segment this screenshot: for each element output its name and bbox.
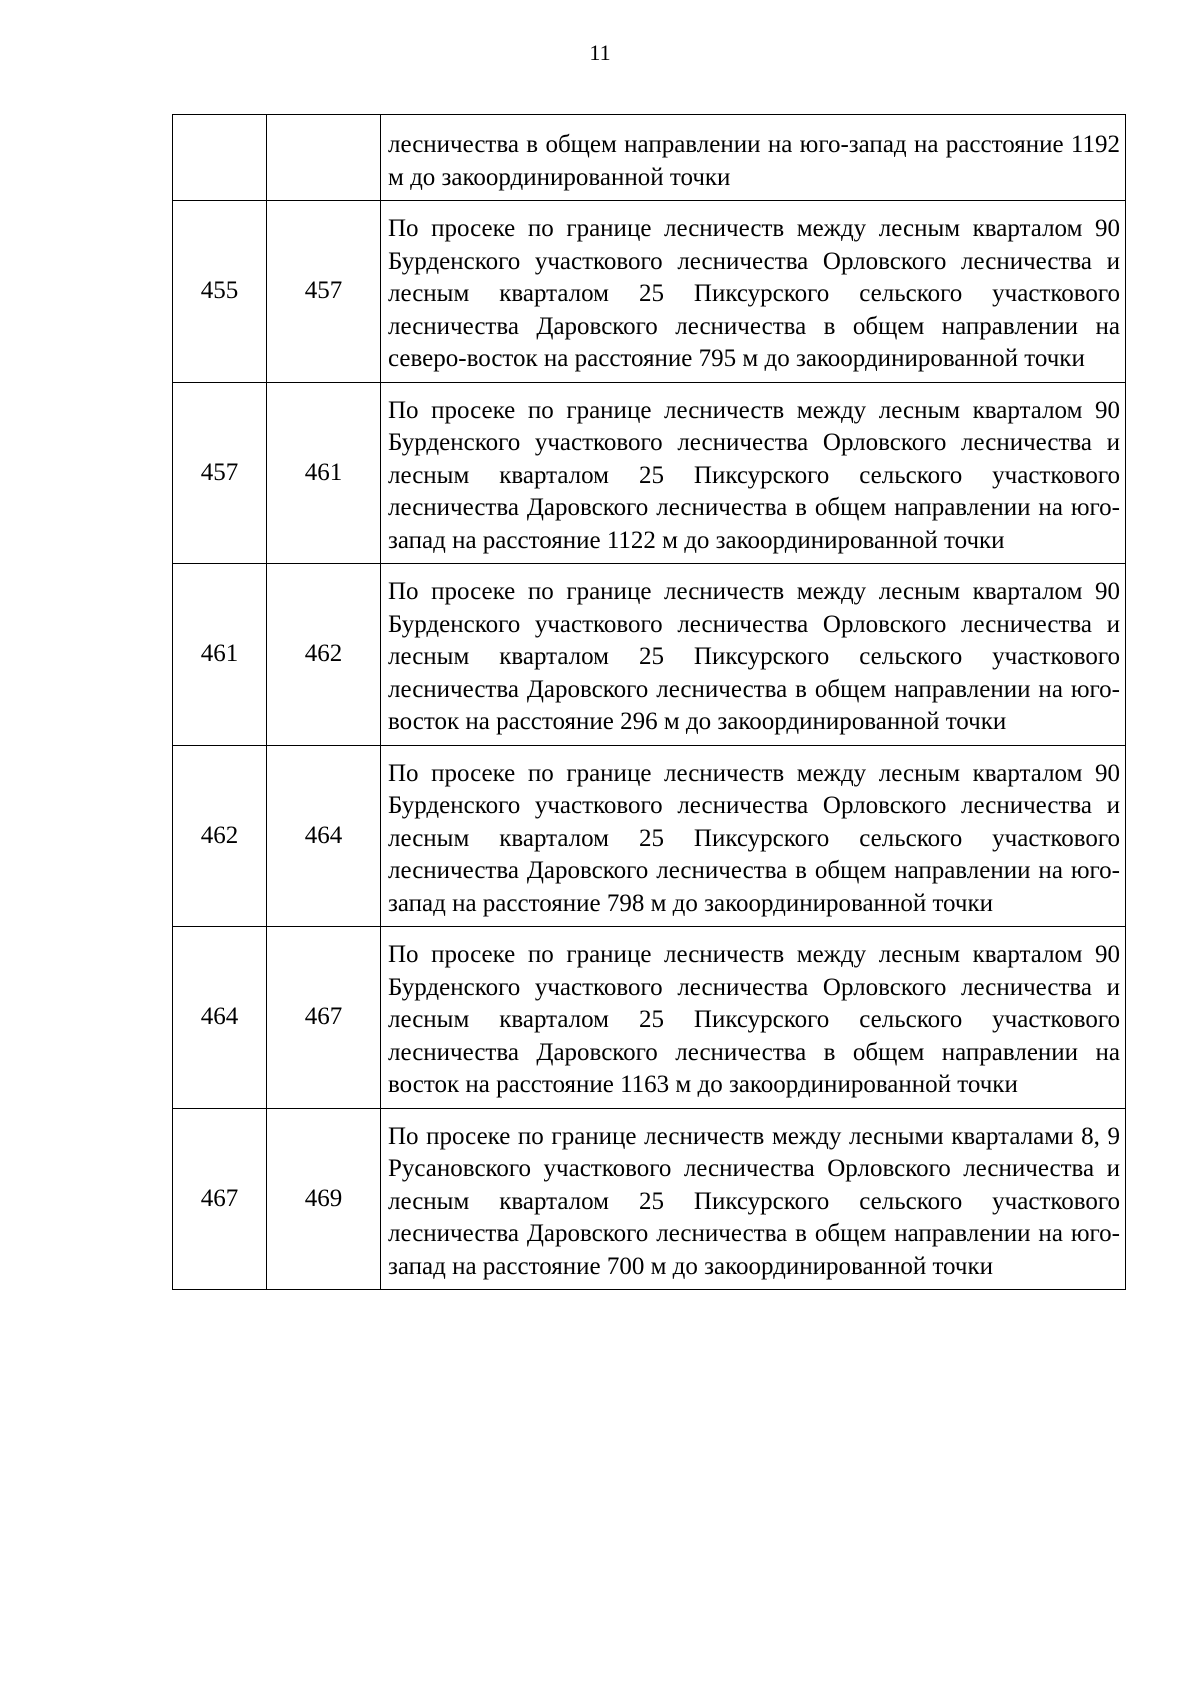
table-row xyxy=(173,1108,1126,1290)
boundary-description-cell: По просеке по границе лесничеств между лесным кварталом 90 Бурденского участкового лесничества Орловского лесничества и лесным кварталом 25 Пиксурского сельского участкового лесничества Даровского лесничества в общем направлении на юго-запад на расстояние 1122 м до закоординированной точки xyxy=(381,382,1126,564)
from-point-cell: 464 xyxy=(173,927,267,1109)
table-row xyxy=(173,201,1126,383)
table-row xyxy=(173,927,1126,1109)
table-row xyxy=(173,382,1126,564)
from-point-cell: 457 xyxy=(173,382,267,564)
to-point-cell: 467 xyxy=(267,927,381,1109)
to-point-cell: 457 xyxy=(267,201,381,383)
to-point-cell: 461 xyxy=(267,382,381,564)
from-point-cell: 467 xyxy=(173,1108,267,1290)
to-point-cell: 464 xyxy=(267,745,381,927)
boundary-description-cell: По просеке по границе лесничеств между лесным кварталом 90 Бурденского участкового лесничества Орловского лесничества и лесным кварталом 25 Пиксурского сельского участкового лесничества Даровского лесничества в общем направлении на северо-восток на расстояние 795 м до закоординированной точки xyxy=(381,201,1126,383)
from-point-cell: 461 xyxy=(173,564,267,746)
to-point-cell xyxy=(267,115,381,201)
boundary-description-cell: По просеке по границе лесничеств между лесным кварталом 90 Бурденского участкового лесничества Орловского лесничества и лесным кварталом 25 Пиксурского сельского участкового лесничества Даровского лесничества в общем направлении на юго-запад на расстояние 798 м до закоординированной точки xyxy=(381,745,1126,927)
page-number: 11 xyxy=(589,40,611,65)
from-point-cell xyxy=(173,115,267,201)
from-point-cell: 462 xyxy=(173,745,267,927)
boundary-description-cell: По просеке по границе лесничеств между лесным кварталом 90 Бурденского участкового лесничества Орловского лесничества и лесным кварталом 25 Пиксурского сельского участкового лесничества Даровского лесничества в общем направлении на восток на расстояние 1163 м до закоординированной точки xyxy=(381,927,1126,1109)
boundary-description-cell: лесничества в общем направлении на юго-запад на расстояние 1192 м до закоординированной точки xyxy=(381,115,1126,201)
table-row xyxy=(173,564,1126,746)
boundary-description-table xyxy=(172,114,1126,1290)
boundary-description-cell: По просеке по границе лесничеств между лесным кварталом 90 Бурденского участкового лесничества Орловского лесничества и лесным кварталом 25 Пиксурского сельского участкового лесничества Даровского лесничества в общем направлении на юго-восток на расстояние 296 м до закоординированной точки xyxy=(381,564,1126,746)
boundary-description-cell: По просеке по границе лесничеств между лесными кварталами 8, 9 Русановского участкового лесничества Орловского лесничества и лесным кварталом 25 Пиксурского сельского участкового лесничества Даровского лесничества в общем направлении на юго-запад на расстояние 700 м до закоординированной точки xyxy=(381,1108,1126,1290)
to-point-cell: 462 xyxy=(267,564,381,746)
table-row xyxy=(173,745,1126,927)
table-row xyxy=(173,115,1126,201)
from-point-cell: 455 xyxy=(173,201,267,383)
to-point-cell: 469 xyxy=(267,1108,381,1290)
